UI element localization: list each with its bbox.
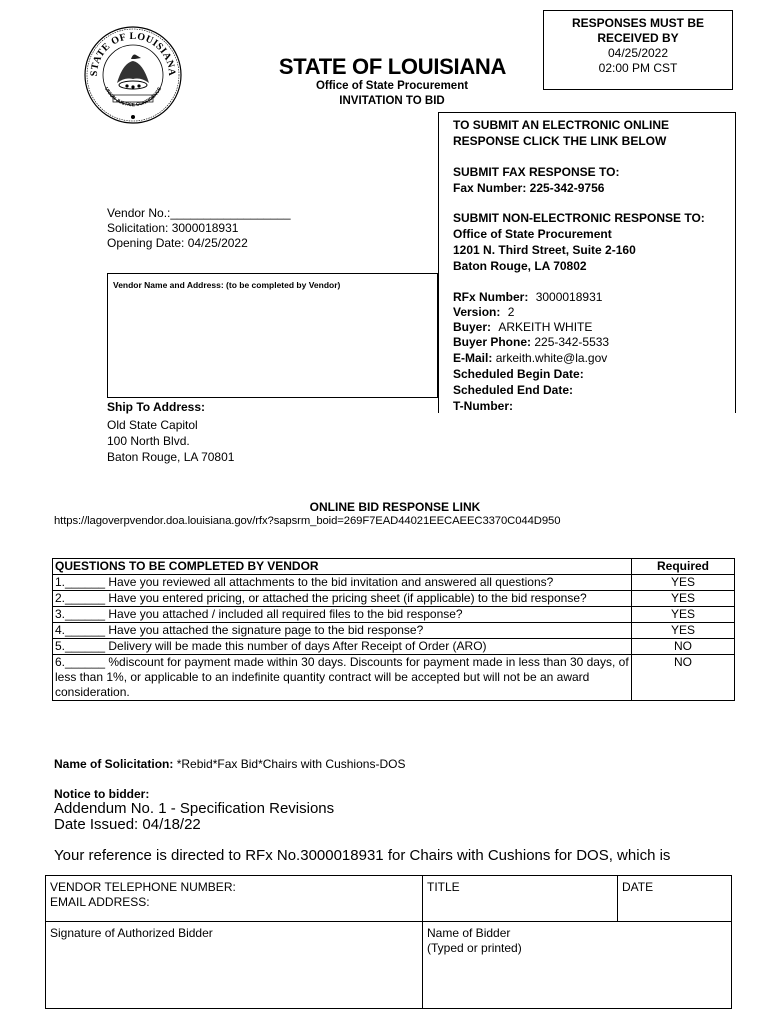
page-title: STATE OF LOUISIANA bbox=[278, 54, 507, 79]
solicitation-name-value: *Rebid*Fax Bid*Chairs with Cushions-DOS bbox=[176, 757, 406, 771]
table-row bbox=[53, 607, 735, 623]
online-link-heading: ONLINE BID RESPONSE LINK bbox=[309, 500, 481, 514]
office-name: Office of State Procurement bbox=[315, 80, 469, 92]
buyer-phone-label: Buyer Phone: bbox=[453, 335, 532, 349]
signature-label: Signature of Authorized Bidder bbox=[50, 926, 213, 940]
email-address-label: EMAIL ADDRESS: bbox=[50, 895, 150, 909]
notice-reference: Your reference is directed to RFx No.3000018931 for Chairs with Cushions for DOS, which is bbox=[54, 847, 671, 864]
ship-to-heading: Ship To Address: bbox=[107, 400, 206, 414]
question-required: YES bbox=[632, 607, 735, 623]
buyer-value: ARKEITH WHITE bbox=[498, 320, 593, 334]
solicitation-name-row bbox=[54, 757, 405, 771]
question-required: YES bbox=[632, 623, 735, 639]
electronic-line-1: TO SUBMIT AN ELECTRONIC ONLINE bbox=[453, 118, 669, 132]
scheduled-end-label: Scheduled End Date: bbox=[453, 383, 574, 397]
bidder-name-label: Name of Bidder bbox=[427, 926, 511, 940]
question-text: 1.______ Have you reviewed all attachments to the bid invitation and answered all questions? bbox=[53, 575, 632, 591]
document-type: INVITATION TO BID bbox=[339, 95, 445, 107]
table-row bbox=[53, 655, 735, 701]
deadline-time: 02:00 PM CST bbox=[598, 61, 678, 75]
opening-date: Opening Date: 04/25/2022 bbox=[107, 236, 248, 250]
question-text: 3.______ Have you attached / included all required files to the bid response? bbox=[53, 607, 632, 623]
vendor-number: Vendor No.:__________________ bbox=[107, 206, 291, 220]
buyer-phone-row bbox=[453, 335, 609, 351]
email-label: E-Mail: bbox=[453, 351, 493, 365]
ship-to-line-2: 100 North Blvd. bbox=[107, 434, 190, 448]
nonelectronic-heading: SUBMIT NON-ELECTRONIC RESPONSE TO: bbox=[453, 211, 705, 225]
submission-info-box bbox=[438, 112, 736, 413]
response-deadline-box bbox=[543, 10, 733, 90]
table-header-row bbox=[53, 559, 735, 575]
table-row bbox=[53, 591, 735, 607]
vendor-telephone-label: VENDOR TELEPHONE NUMBER: bbox=[50, 880, 236, 894]
buyer-row bbox=[453, 320, 592, 336]
seal-ring-text: STATE OF LOUISIANA bbox=[88, 30, 178, 77]
email-value: arkeith.white@la.gov bbox=[495, 351, 608, 365]
rfx-number-row bbox=[453, 290, 602, 306]
notice-date-issued: Date Issued: 04/18/22 bbox=[54, 816, 201, 833]
table-row bbox=[53, 623, 735, 639]
table-row bbox=[53, 639, 735, 655]
notice-label: Notice to bidder: bbox=[54, 787, 150, 801]
question-required: YES bbox=[632, 591, 735, 607]
fax-heading: SUBMIT FAX RESPONSE TO: bbox=[453, 165, 620, 179]
question-text: 4.______ Have you attached the signature page to the bid response? bbox=[53, 623, 632, 639]
seal-motto-text: UNION JUSTICE CONFIDENCE bbox=[103, 86, 163, 109]
bidder-name-sublabel: (Typed or printed) bbox=[427, 941, 522, 955]
buyer-phone-value: 225-342-5533 bbox=[534, 335, 610, 349]
version-label: Version: bbox=[453, 305, 501, 319]
vendor-contact-field[interactable] bbox=[46, 876, 423, 922]
state-seal-logo bbox=[83, 25, 183, 125]
version-row bbox=[453, 305, 514, 321]
vendor-name-address-field[interactable] bbox=[107, 273, 438, 398]
mail-address-line-3: Baton Rouge, LA 70802 bbox=[453, 259, 587, 273]
version-value: 2 bbox=[507, 305, 515, 319]
notice-addendum: Addendum No. 1 - Specification Revisions bbox=[54, 800, 335, 817]
question-required: YES bbox=[632, 575, 735, 591]
buyer-label: Buyer: bbox=[453, 320, 492, 334]
mail-address-line-2: 1201 N. Third Street, Suite 2-160 bbox=[453, 243, 636, 257]
mail-address-line-1: Office of State Procurement bbox=[453, 227, 612, 241]
date-field[interactable] bbox=[618, 876, 732, 922]
question-required: NO bbox=[632, 639, 735, 655]
deadline-date: 04/25/2022 bbox=[607, 46, 669, 60]
rfx-number-label: RFx Number: bbox=[453, 290, 529, 304]
bidder-name-field[interactable] bbox=[423, 922, 732, 1009]
deadline-line-1: RESPONSES MUST BE bbox=[571, 16, 705, 30]
questions-header: QUESTIONS TO BE COMPLETED BY VENDOR bbox=[53, 559, 632, 575]
solicitation-number: Solicitation: 3000018931 bbox=[107, 221, 239, 235]
ship-to-line-1: Old State Capitol bbox=[107, 418, 198, 432]
vendor-signature-table bbox=[45, 875, 732, 1009]
required-header: Required bbox=[632, 559, 735, 575]
deadline-line-2: RECEIVED BY bbox=[597, 31, 679, 45]
question-text: 2.______ Have you entered pricing, or attached the pricing sheet (if applicable) to the bid response? bbox=[53, 591, 632, 607]
title-label: TITLE bbox=[427, 880, 460, 894]
vendor-name-address-label: Vendor Name and Address: (to be completed by Vendor) bbox=[113, 280, 341, 290]
date-label: DATE bbox=[622, 880, 654, 894]
fax-number: Fax Number: 225-342-9756 bbox=[453, 181, 605, 195]
question-required: NO bbox=[632, 655, 735, 701]
ship-to-line-3: Baton Rouge, LA 70801 bbox=[107, 450, 235, 464]
email-row bbox=[453, 351, 607, 367]
table-row bbox=[53, 575, 735, 591]
title-field[interactable] bbox=[423, 876, 618, 922]
vendor-questions-table bbox=[52, 558, 735, 701]
t-number-label: T-Number: bbox=[453, 399, 513, 413]
scheduled-begin-label: Scheduled Begin Date: bbox=[453, 367, 584, 381]
solicitation-name-label: Name of Solicitation: bbox=[54, 757, 174, 771]
question-text: 5.______ Delivery will be made this number of days After Receipt of Order (ARO) bbox=[53, 639, 632, 655]
question-text: 6.______ %discount for payment made within 30 days. Discounts for payment made in less than 30 days, of less than 1%, or applicable to an indefinite quantity contract will be accepted but will not be an award consideration. bbox=[53, 655, 632, 701]
signature-field[interactable] bbox=[46, 922, 423, 1009]
rfx-number-value: 3000018931 bbox=[535, 290, 603, 304]
electronic-line-2: RESPONSE CLICK THE LINK BELOW bbox=[453, 134, 667, 148]
online-bid-link[interactable]: https://lagoverpvendor.doa.louisiana.gov/rfx?sapsrm_boid=269F7EAD44021EECAEEC3370C044D950 bbox=[54, 515, 561, 527]
